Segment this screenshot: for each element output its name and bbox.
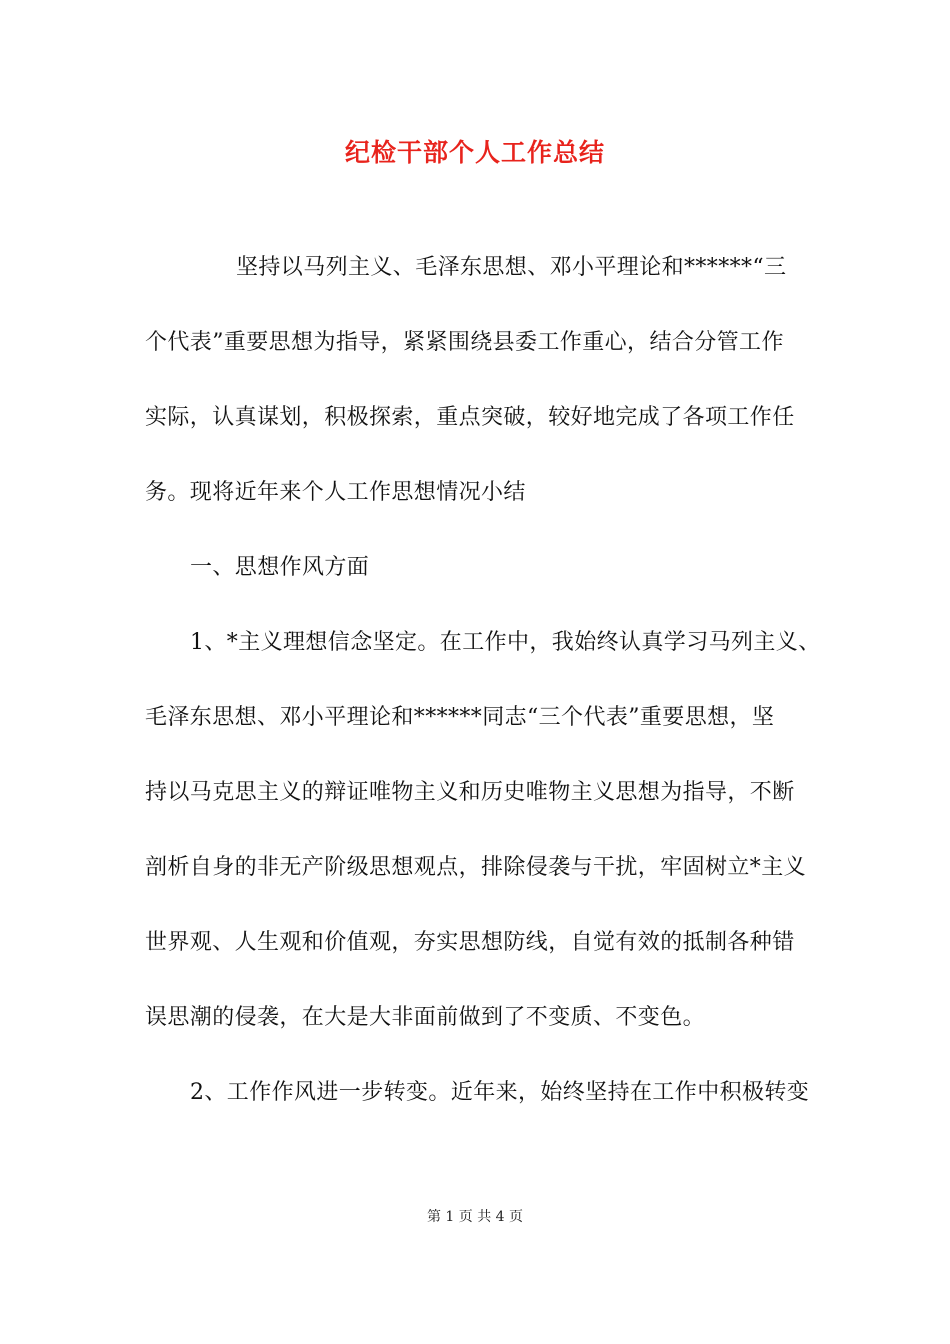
body-line-11: 误思潮的侵袭，在大是大非面前做到了不变质、不变色。 <box>145 1005 706 1030</box>
body-line-7: 毛泽东思想、邓小平理论和******同志“三个代表”重要思想，坚 <box>145 705 775 730</box>
page-title: 纪检干部个人工作总结 <box>344 138 605 167</box>
body-line-2: 个代表”重要思想为指导，紧紧围绕县委工作重心，结合分管工作 <box>145 330 784 355</box>
body-line-8: 持以马克思主义的辩证唯物主义和历史唯物主义思想为指导，不断 <box>145 780 795 805</box>
body-line-9: 剖析自身的非无产阶级思想观点，排除侵袭与干扰，牢固树立*主义 <box>145 855 807 880</box>
page-footer: 第 1 页 共 4 页 <box>426 1209 524 1225</box>
body-line-12: 2、工作作风进一步转变。近年来，始终坚持在工作中积极转变 <box>190 1080 810 1105</box>
body-line-10: 世界观、人生观和价值观，夯实思想防线，自觉有效的抵制各种错 <box>145 930 795 955</box>
section-heading: 一、思想作风方面 <box>190 555 370 580</box>
body-line-4: 务。现将近年来个人工作思想情况小结 <box>145 480 526 505</box>
body-line-1: 坚持以马列主义、毛泽东思想、邓小平理论和******“三 <box>236 255 787 280</box>
body-line-3: 实际，认真谋划，积极探索，重点突破，较好地完成了各项工作任 <box>145 405 795 430</box>
body-line-6: 1、*主义理想信念坚定。在工作中，我始终认真学习马列主义、 <box>190 630 821 655</box>
